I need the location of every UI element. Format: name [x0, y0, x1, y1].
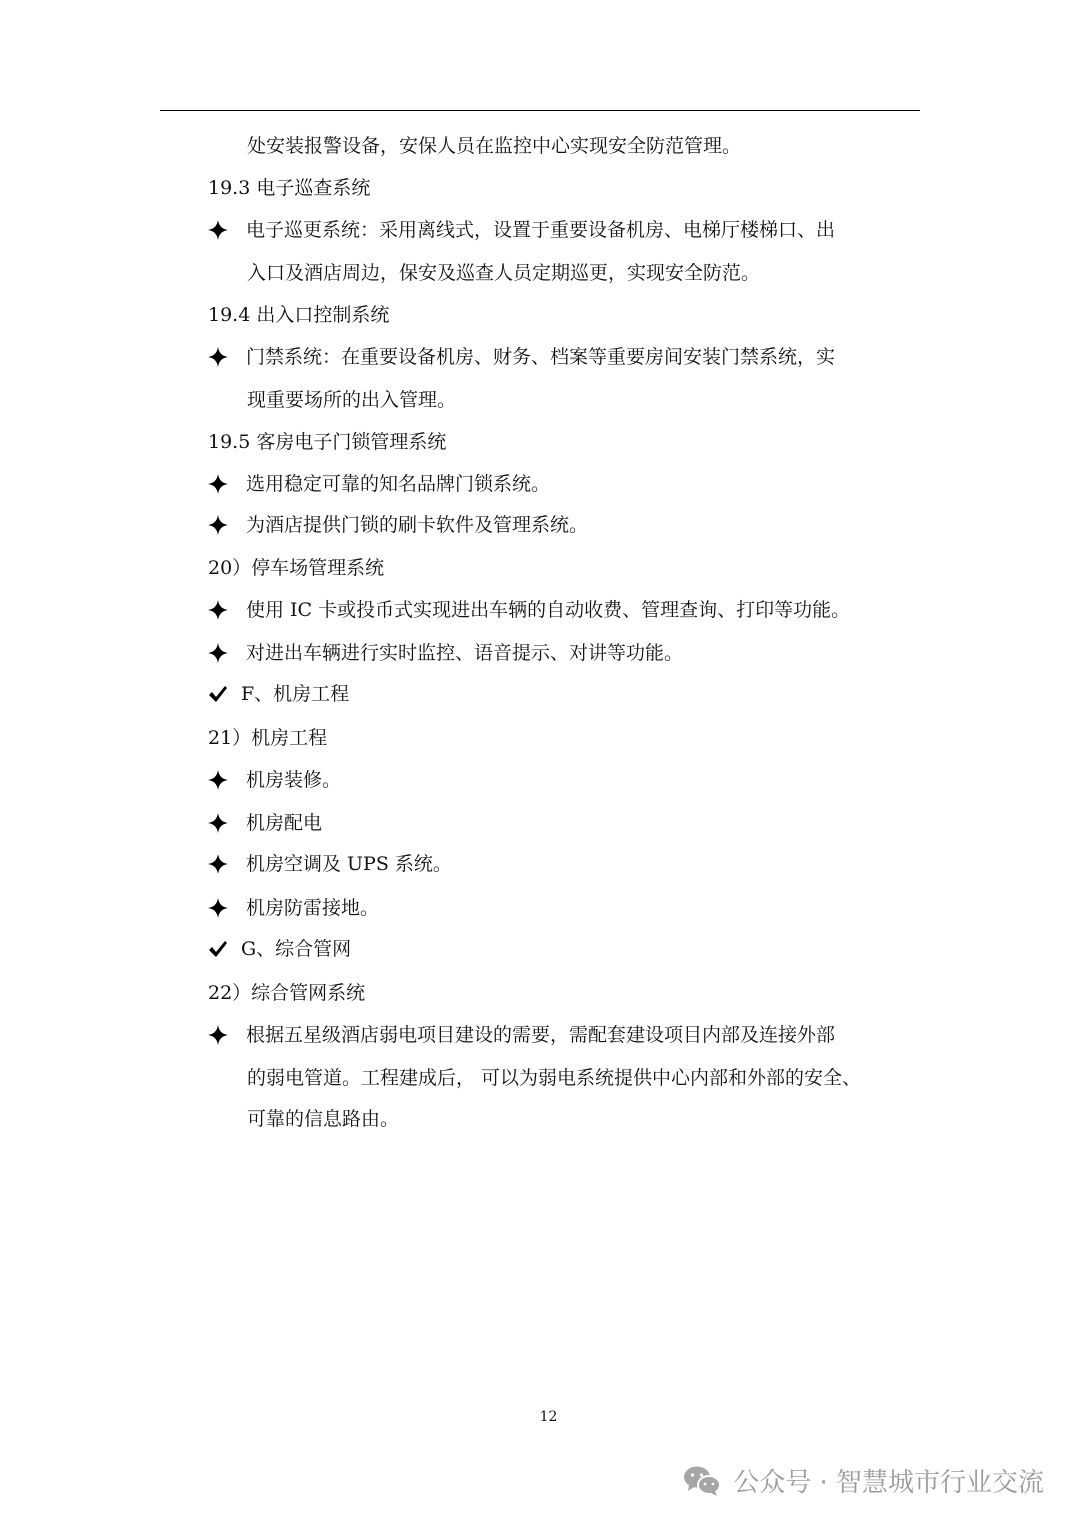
bullet-item	[208, 895, 379, 921]
bullet-text: 电子巡更系统：采用离线式，设置于重要设备机房、电梯厅楼梯口、出	[246, 219, 836, 241]
check-item-text: F、机房工程	[241, 683, 350, 705]
bullet-text: 选用稳定可靠的知名品牌门锁系统。	[246, 473, 551, 495]
check-mark-icon	[208, 684, 241, 704]
body-line: 的弱电管道。工程建成后， 可以为弱电系统提供中心内部和外部的安全、	[247, 1067, 862, 1089]
bullet-item	[208, 640, 683, 666]
bullet-text: 根据五星级酒店弱电项目建设的需要，需配套建设项目内部及连接外部	[246, 1024, 836, 1046]
watermark	[683, 1462, 1044, 1499]
header-rule	[160, 110, 920, 111]
bullet-item	[208, 810, 322, 836]
bullet-item	[208, 512, 588, 538]
section-heading: 19.3 电子巡查系统	[208, 177, 371, 199]
four-point-star-icon	[208, 515, 246, 535]
body-line: 入口及酒店周边，保安及巡查人员定期巡更，实现安全防范。	[247, 262, 761, 284]
bullet-item	[208, 1022, 835, 1048]
bullet-text: 机房空调及 UPS 系统。	[246, 853, 452, 875]
bullet-text: 使用 IC 卡或投币式实现进出车辆的自动收费、管理查询、打印等功能。	[246, 599, 851, 621]
body-line: 可靠的信息路由。	[247, 1108, 400, 1130]
four-point-star-icon	[208, 1025, 246, 1045]
bullet-item	[208, 217, 835, 243]
bullet-item	[208, 597, 850, 623]
four-point-star-icon	[208, 220, 246, 240]
bullet-text: 为酒店提供门锁的刷卡软件及管理系统。	[246, 514, 589, 536]
wechat-icon	[683, 1465, 721, 1497]
page-number: 12	[539, 1409, 558, 1425]
body-line: 处安装报警设备，安保人员在监控中心实现安全防范管理。	[247, 135, 742, 157]
bullet-text: 机房装修。	[246, 769, 342, 791]
bullet-item	[208, 851, 452, 877]
four-point-star-icon	[208, 854, 246, 874]
section-heading: 19.4 出入口控制系统	[208, 304, 390, 326]
section-heading: 21）机房工程	[208, 727, 328, 749]
watermark-text: 公众号 · 智慧城市行业交流	[733, 1468, 1044, 1498]
bullet-text: 门禁系统：在重要设备机房、财务、档案等重要房间安装门禁系统，实	[246, 346, 836, 368]
check-item	[208, 681, 349, 707]
bullet-item	[208, 767, 341, 793]
check-mark-icon	[208, 939, 241, 959]
bullet-text: 对进出车辆进行实时监控、语音提示、对讲等功能。	[246, 642, 684, 664]
four-point-star-icon	[208, 643, 246, 663]
four-point-star-icon	[208, 600, 246, 620]
check-item	[208, 936, 351, 962]
four-point-star-icon	[208, 898, 246, 918]
four-point-star-icon	[208, 813, 246, 833]
bullet-item	[208, 344, 835, 370]
bullet-text: 机房防雷接地。	[246, 897, 380, 919]
bullet-item	[208, 471, 550, 497]
section-heading: 19.5 客房电子门锁管理系统	[208, 431, 447, 453]
check-item-text: G、综合管网	[241, 938, 352, 960]
section-heading: 20）停车场管理系统	[208, 557, 385, 579]
section-heading: 22）综合管网系统	[208, 982, 366, 1004]
four-point-star-icon	[208, 770, 246, 790]
four-point-star-icon	[208, 347, 246, 367]
body-line: 现重要场所的出入管理。	[247, 389, 457, 411]
bullet-text: 机房配电	[246, 812, 323, 834]
four-point-star-icon	[208, 474, 246, 494]
